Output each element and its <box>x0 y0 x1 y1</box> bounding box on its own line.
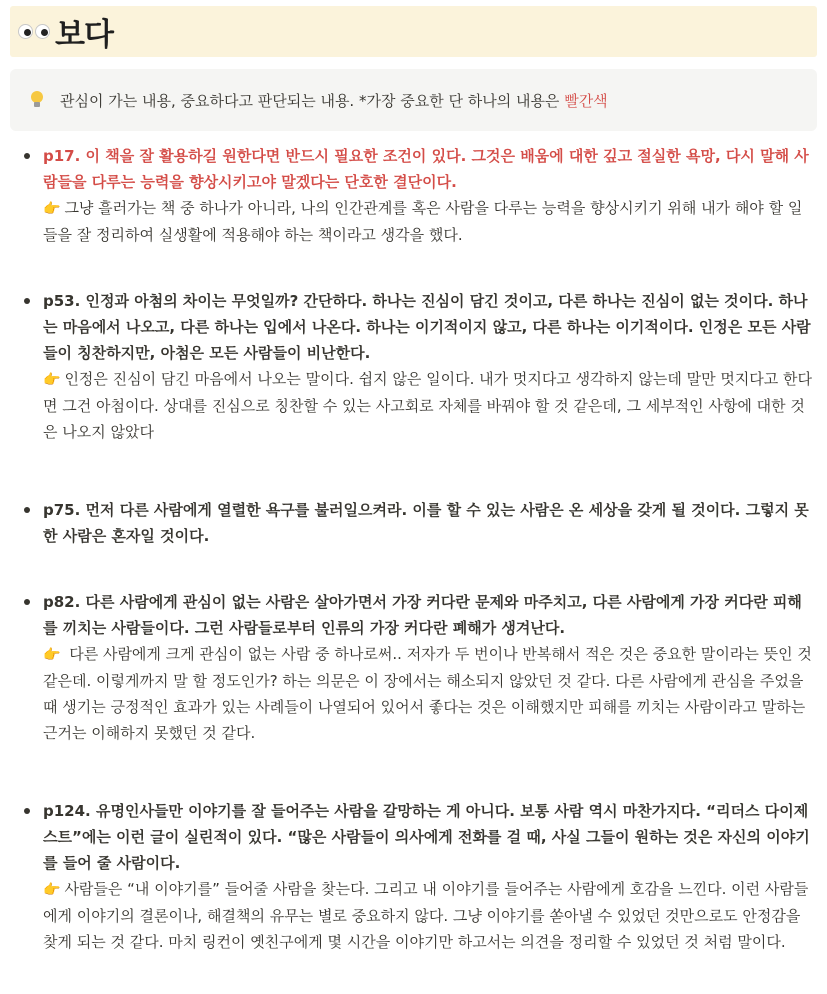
callout <box>10 69 817 131</box>
note-text: 다른 사람에게 크게 관심이 없는 사람 중 하나로써.. 저자가 두 번이나 반복해서 적은 것은 중요한 말이라는 뜻인 것 같은데. 이렇게까지 말 할 정도인가? 하는 의문은 이 장에서는 해소되지 않았던 것 같다. 다른 사람에게 관심을 주었을 때 생기는 긍정적인 효과가 있는 사례들이 나열되어 있어서 좋다는 것은 이해했지만 피해를 끼치는 사람이라고 말하는 근거는 이해하지 못했던 것 같다. <box>43 645 812 742</box>
callout-text-red: 빨간색 <box>564 91 608 110</box>
bullet-icon <box>24 507 30 513</box>
note-text: 그냥 흘러가는 책 중 하나가 아니라, 나의 인간관계를 혹은 사람을 다루는 능력을 향상시키기 위해 내가 해야 할 일들을 잘 정리하여 실생활에 적용해야 하는 책이라고 생각을 했다. <box>43 199 803 244</box>
page-header <box>10 6 817 57</box>
quote-text: p75. 먼저 다른 사람에게 열렬한 욕구를 불러일으켜라. 이를 할 수 있는 사람은 온 세상을 갖게 될 것이다. 그렇지 못한 사람은 혼자일 것이다. <box>43 501 809 545</box>
page-title: 보다 <box>55 17 113 53</box>
note-text: 사람들은 “내 이야기를” 들어줄 사람을 찾는다. 그리고 내 이야기를 들어주는 사람에게 호감을 느낀다. 이런 사람들에게 이야기의 결론이나, 해결책의 유무는 별로 중요하지 않다. 그냥 이야기를 쏟아낼 수 있었던 것만으로도 안정감을 찾게 되는 것 같다. 마치 링컨이 옛친구에게 몇 시간을 이야기만 하고서는 의견을 정리할 수 있었던 것 처럼 말이다. <box>43 880 809 951</box>
pointing-hand-icon: 👉 <box>43 647 61 663</box>
pointing-hand-icon: 👉 <box>43 201 61 217</box>
callout-text-main: 관심이 가는 내용, 중요하다고 판단되는 내용. *가장 중요한 단 하나의 내용은 <box>60 91 565 110</box>
list-item-content <box>43 288 813 445</box>
quote-text: p17. 이 책을 잘 활용하길 원한다면 반드시 필요한 조건이 있다. 그것은 배움에 대한 깊고 절실한 욕망, 다시 말해 사람들을 다루는 능력을 향상시키고야 말겠다는 단호한 결단이다. <box>43 147 809 191</box>
quote-text: p124. 유명인사들만 이야기를 잘 들어주는 사람을 갈망하는 게 아니다. 보통 사람 역시 마찬가지다. “리더스 다이제스트”에는 이런 글이 실린적이 있다. “많은 사람들이 의사에게 전화를 걸 때, 사실 그들이 원하는 것은 자신의 이야기를 들어 줄 사람이다. <box>43 802 810 872</box>
bullet-icon <box>24 153 30 159</box>
quote-text: p53. 인정과 아첨의 차이는 무엇일까? 간단하다. 하나는 진심이 담긴 것이고, 다른 하나는 진심이 없는 것이다. 하나는 마음에서 나오고, 다른 하나는 입에서 나온다. 하나는 이기적이지 않고, 다른 하나는 이기적이다. 인정은 모든 사람들이 칭찬하지만, 아첨은 모든 사람들이 비난한다. <box>43 292 811 362</box>
lightbulb-icon <box>31 91 43 109</box>
list-item-content <box>43 798 813 955</box>
pointing-hand-icon: 👉 <box>43 882 61 898</box>
bullet-icon <box>24 298 30 304</box>
list-item-content <box>43 589 813 746</box>
bullet-icon <box>24 808 30 814</box>
quote-text: p82. 다른 사람에게 관심이 없는 사람은 살아가면서 가장 커다란 문제와 마주치고, 다른 사람에게 가장 커다란 피해를 끼치는 사람들이다. 그런 사람들로부터 인류의 가장 커다란 폐해가 생겨난다. <box>43 593 802 637</box>
pointing-hand-icon: 👉 <box>43 372 61 388</box>
list-item-content <box>43 497 813 549</box>
list-item-content <box>43 143 813 248</box>
callout-text <box>60 90 608 111</box>
eyes-icon <box>18 22 54 42</box>
note-text: 인정은 진심이 담긴 마음에서 나오는 말이다. 쉽지 않은 일이다. 내가 멋지다고 생각하지 않는데 말만 멋지다고 한다면 그건 아첨이다. 상대를 진심으로 칭찬할 수 있는 사고회로 자체를 바꿔야 할 것 같은데, 그 세부적인 사항에 대한 것은 나오지 않았다 <box>43 370 813 441</box>
bullet-icon <box>24 599 30 605</box>
